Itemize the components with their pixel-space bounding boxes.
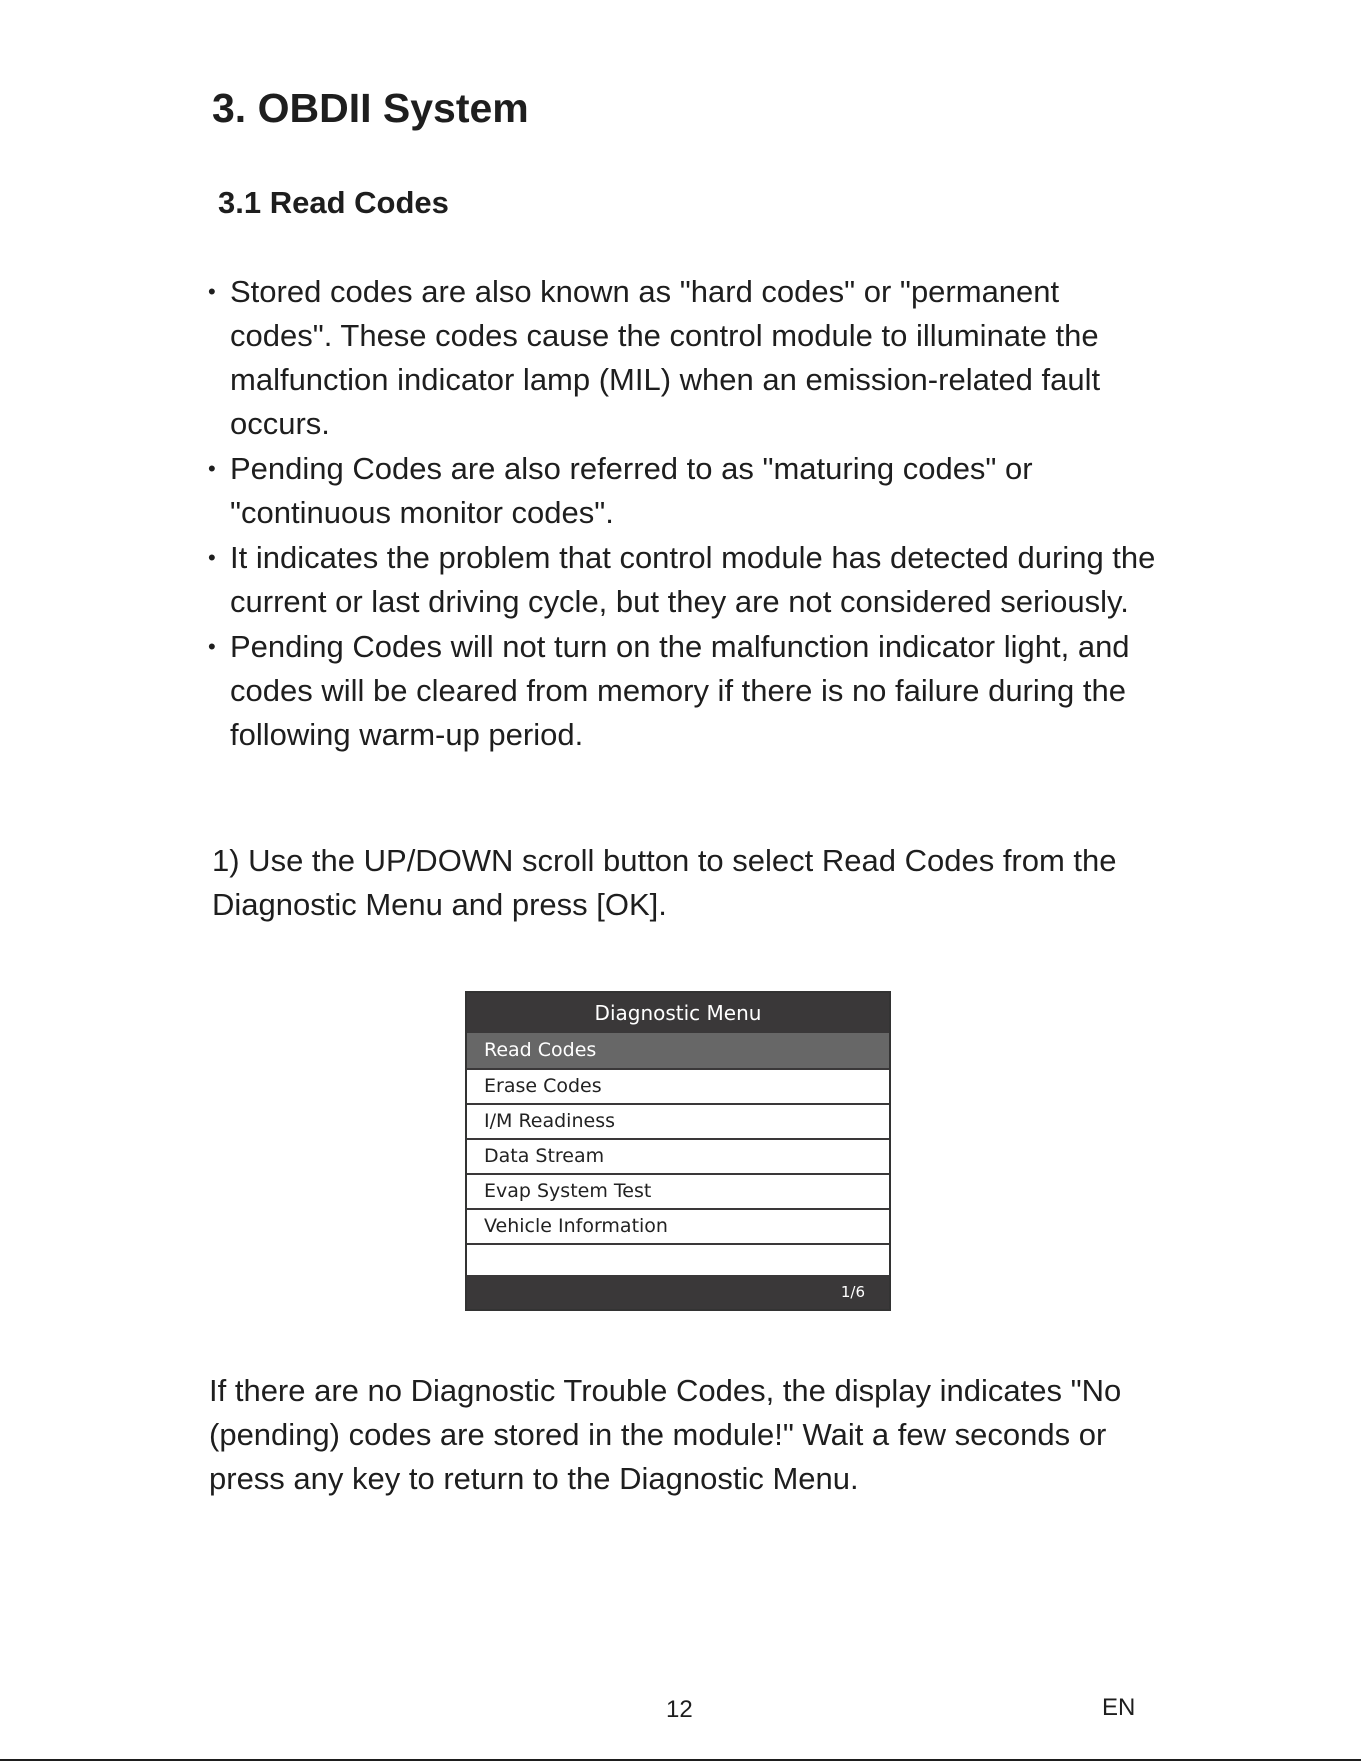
section-title: 3. OBDII System xyxy=(212,85,529,131)
subsection-title: 3.1 Read Codes xyxy=(218,185,449,220)
menu-item-im-readiness[interactable]: I/M Readiness xyxy=(467,1105,889,1140)
menu-item-vehicle-information[interactable]: Vehicle Information xyxy=(467,1210,889,1245)
menu-item-data-stream[interactable]: Data Stream xyxy=(467,1140,889,1175)
language-label: EN xyxy=(1102,1694,1136,1721)
bullet-item-pending-codes: • Pending Codes are also referred to as "maturing codes" or "continuous monitor codes". xyxy=(208,447,1168,535)
diagnostic-menu-list xyxy=(467,1033,889,1280)
menu-item-erase-codes[interactable]: Erase Codes xyxy=(467,1070,889,1105)
bullet-item-stored-codes: • Stored codes are also known as "hard codes" or "permanent codes". These codes cause the control module to illuminate the malfunction indicator lamp (MIL) when an emission-related fault occurs. xyxy=(208,270,1168,446)
page-number: 12 xyxy=(666,1696,693,1723)
menu-item-evap-system-test[interactable]: Evap System Test xyxy=(467,1175,889,1210)
diagnostic-menu-screen xyxy=(465,991,891,1311)
menu-item-read-codes[interactable]: Read Codes xyxy=(467,1033,889,1070)
bullet-item-problem-detected: • It indicates the problem that control module has detected during the current or last driving cycle, but they are not considered seriously. xyxy=(208,536,1168,624)
step-instruction: 1) Use the UP/DOWN scroll button to select Read Codes from the Diagnostic Menu and press [OK]. xyxy=(212,843,1117,922)
bullet-list xyxy=(208,270,1168,757)
bullet-item-pending-mil: • Pending Codes will not turn on the malfunction indicator light, and codes will be cleared from memory if there is no failure during the following warm-up period. xyxy=(208,625,1168,757)
result-paragraph: If there are no Diagnostic Trouble Codes, the display indicates "No (pending) codes are stored in the module!" Wait a few seconds or press any key to return to the Diagnostic Menu. xyxy=(209,1373,1122,1496)
screen-title: Diagnostic Menu xyxy=(467,993,889,1033)
page-indicator: 1/6 xyxy=(467,1275,889,1309)
